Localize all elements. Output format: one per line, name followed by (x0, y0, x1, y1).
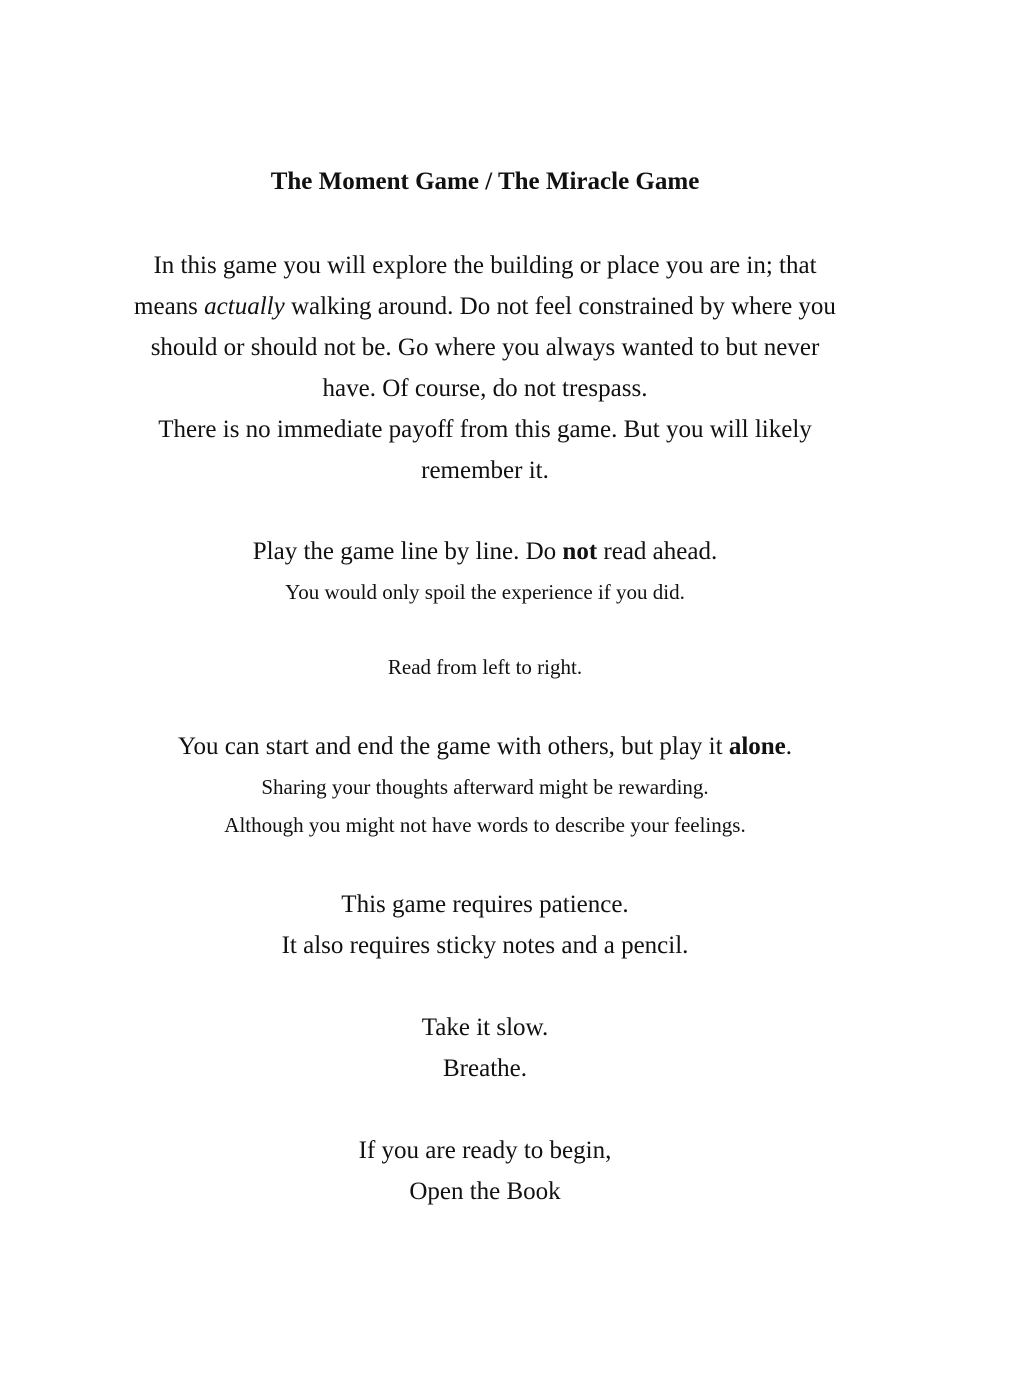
calm-line: Breathe. (443, 1055, 527, 1082)
emphasis-actually: actually (204, 293, 285, 320)
rule-alone (0, 733, 970, 761)
requirements-line: It also requires sticky notes and a pencil. (281, 932, 689, 959)
rule-note: Although you might not have words to describe your feelings. (224, 813, 746, 837)
page-title: The Moment Game / The Miracle Game (270, 168, 700, 195)
rule-text: You can start and end the game with others, but play it (177, 733, 729, 760)
intro-text: means (134, 293, 205, 320)
rule-note: You would only spoil the experience if you did. (285, 580, 685, 604)
intro-line: have. Of course, do not trespass. (322, 375, 648, 402)
open-the-book: Open the Book (409, 1178, 561, 1205)
emphasis-not: not (562, 538, 598, 565)
intro-line: In this game you will explore the building or place you are in; that (153, 252, 817, 279)
rule-line-by-line (0, 538, 970, 566)
intro-line: There is no immediate payoff from this game. But you will likely (158, 416, 812, 443)
closing-line: If you are ready to begin, (358, 1137, 612, 1164)
rule-text: . (785, 733, 793, 760)
intro-line (0, 293, 970, 321)
calm-line: Take it slow. (421, 1014, 549, 1041)
rule-text: Play the game line by line. Do (252, 538, 563, 565)
emphasis-alone: alone (728, 733, 786, 760)
rule-note: Sharing your thoughts afterward might be rewarding. (261, 775, 709, 799)
intro-line: should or should not be. Go where you always wanted to but never (150, 334, 820, 361)
intro-line: remember it. (421, 457, 549, 484)
reading-direction: Read from left to right. (387, 655, 583, 679)
intro-text: walking around. Do not feel constrained by where you (284, 293, 836, 320)
requirements-line: This game requires patience. (341, 891, 629, 918)
rule-text: read ahead. (597, 538, 718, 565)
